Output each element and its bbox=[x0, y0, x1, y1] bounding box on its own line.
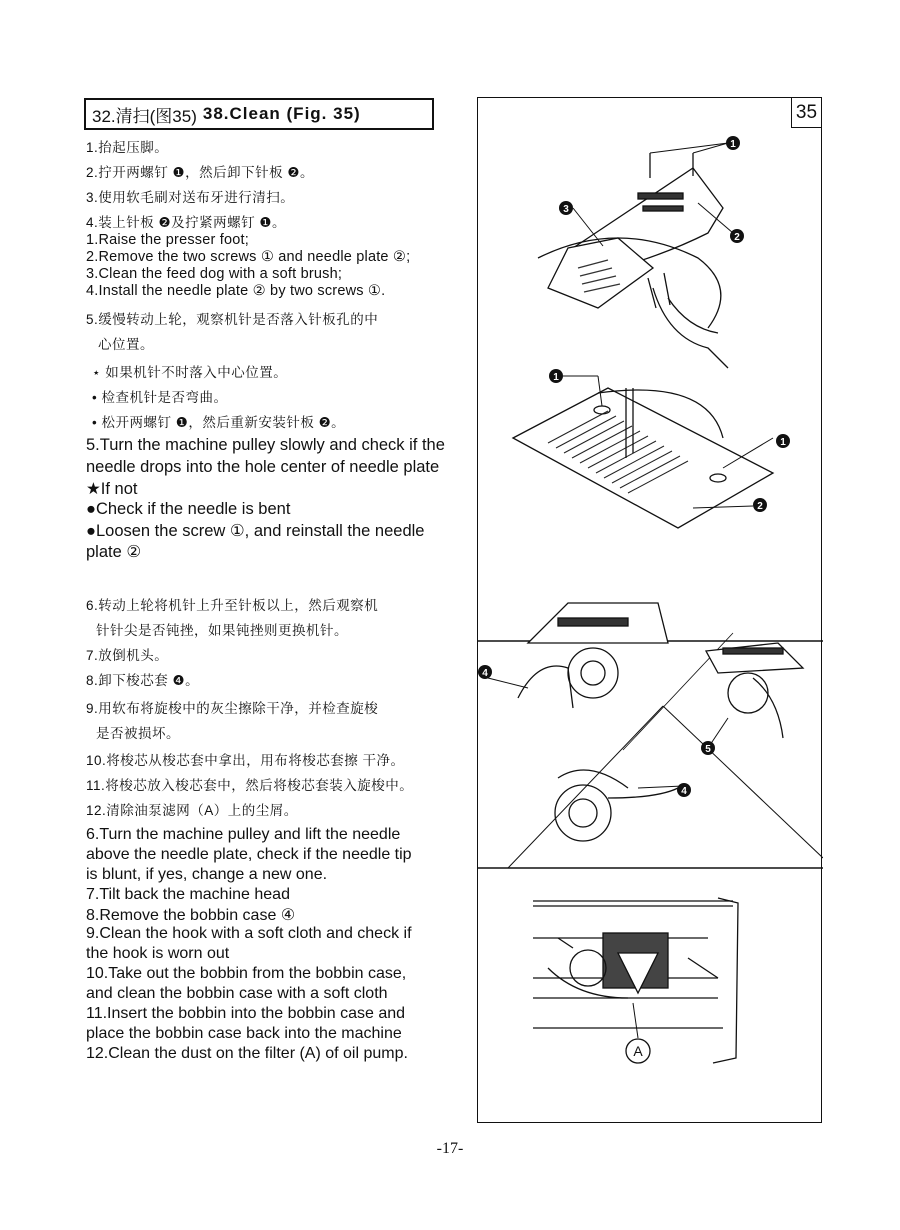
hook-area-illustration bbox=[488, 603, 823, 868]
callout-2: 2 bbox=[734, 232, 740, 243]
step1-zh-line: 4.装上针板 ❷及拧紧两螺钉 ❶。 bbox=[86, 215, 286, 230]
needle-plate-removal-illustration bbox=[538, 143, 733, 368]
step6-zh-line: 针针尖是否钝挫，如果钝挫则更换机针。 bbox=[96, 623, 348, 638]
figure-number: 35 bbox=[791, 98, 821, 128]
callout-1: 1 bbox=[780, 437, 786, 448]
callout-3: 3 bbox=[563, 204, 569, 215]
step5-zh-line: ⋆ 如果机针不时落入中心位置。 bbox=[92, 365, 288, 380]
figure-panel bbox=[477, 97, 822, 1123]
step6-zh-line: 11.将梭芯放入梭芯套中，然后将梭芯套装入旋梭中。 bbox=[86, 778, 414, 793]
heading-zh: 32.清扫(图35) bbox=[92, 106, 197, 126]
step1-zh-line: 1.抬起压脚。 bbox=[86, 140, 169, 155]
step5-en-line: plate ② bbox=[86, 543, 142, 561]
callout-1: 1 bbox=[730, 139, 736, 150]
step5-zh-line: • 松开两螺钉 ❶，然后重新安装针板 ❷。 bbox=[92, 415, 346, 430]
step5-en-line: needle drops into the hole center of needle plate bbox=[86, 458, 440, 476]
step6-zh-line: 10.将梭芯从梭芯套中拿出，用布将梭芯套擦 干净。 bbox=[86, 753, 405, 768]
step6-en-line: and clean the bobbin case with a soft cloth bbox=[86, 985, 388, 1002]
step1-zh-line: 3.使用软毛刷对送布牙进行清扫。 bbox=[86, 190, 295, 205]
step6-en-line: the hook is worn out bbox=[86, 945, 230, 962]
step6-en-line: 12.Clean the dust on the filter (A) of oil pump. bbox=[86, 1045, 408, 1062]
step5-en-line: 5.Turn the machine pulley slowly and check if the bbox=[86, 436, 445, 454]
step1-zh-line: 2.拧开两螺钉 ❶，然后卸下针板 ❷。 bbox=[86, 165, 314, 180]
needle-plate-topview-illustration bbox=[513, 376, 773, 528]
step6-en-line: is blunt, if yes, change a new one. bbox=[86, 866, 328, 883]
step6-en-line: 7.Tilt back the machine head bbox=[86, 886, 290, 903]
step6-en-line: 10.Take out the bobbin from the bobbin case, bbox=[86, 965, 407, 982]
callout-2: 2 bbox=[757, 501, 763, 512]
figure-illustrations bbox=[478, 98, 823, 1124]
step1-en-line: 2.Remove the two screws ① and needle plate ②; bbox=[86, 249, 411, 265]
step6-en-line: above the needle plate, check if the needle tip bbox=[86, 846, 412, 863]
callout-1: 1 bbox=[553, 372, 559, 383]
heading-en: 38.Clean (Fig. 35) bbox=[202, 104, 361, 123]
step6-en-line: 9.Clean the hook with a soft cloth and check if bbox=[86, 925, 412, 942]
step1-en-line: 3.Clean the feed dog with a soft brush; bbox=[86, 266, 343, 282]
callout-4: 4 bbox=[482, 668, 488, 679]
callout-5: 5 bbox=[705, 744, 711, 755]
step5-zh-line: • 检查机针是否弯曲。 bbox=[92, 390, 228, 405]
step5-en-line: ★If not bbox=[86, 480, 138, 498]
step5-zh-line: 5.缓慢转动上轮，观察机针是否落入针板孔的中 bbox=[86, 312, 379, 327]
step1-en-line: 1.Raise the presser foot; bbox=[86, 232, 249, 248]
oil-pump-illustration bbox=[533, 898, 738, 1063]
step6-zh-line: 12.清除油泵滤网（A）上的尘屑。 bbox=[86, 803, 298, 818]
step5-zh-line: 心位置。 bbox=[98, 337, 154, 352]
step1-en-line: 4.Install the needle plate ② by two screws ①. bbox=[86, 283, 386, 299]
page-number: -17- bbox=[436, 1140, 464, 1157]
step6-en-line: 11.Insert the bobbin into the bobbin case and bbox=[86, 1005, 406, 1022]
filter-label-a: A bbox=[633, 1043, 643, 1059]
step6-zh-line: 7.放倒机头。 bbox=[86, 648, 169, 663]
callout-4: 4 bbox=[681, 786, 687, 797]
section-heading bbox=[84, 98, 434, 130]
step6-zh-line: 9.用软布将旋梭中的灰尘擦除干净，并检查旋梭 bbox=[86, 701, 379, 716]
step5-en-line: ●Check if the needle is bent bbox=[86, 500, 291, 518]
step6-zh-line: 6.转动上轮将机针上升至针板以上，然后观察机 bbox=[86, 598, 379, 613]
step6-zh-line: 是否被损坏。 bbox=[96, 726, 180, 741]
step6-zh-line: 8.卸下梭芯套 ❹。 bbox=[86, 673, 200, 688]
step6-en-line: 8.Remove the bobbin case ④ bbox=[86, 907, 296, 924]
step6-en-line: 6.Turn the machine pulley and lift the needle bbox=[86, 826, 401, 843]
step5-en-line: ●Loosen the screw ①, and reinstall the needle bbox=[86, 522, 425, 540]
step6-en-line: place the bobbin case back into the machine bbox=[86, 1025, 402, 1042]
